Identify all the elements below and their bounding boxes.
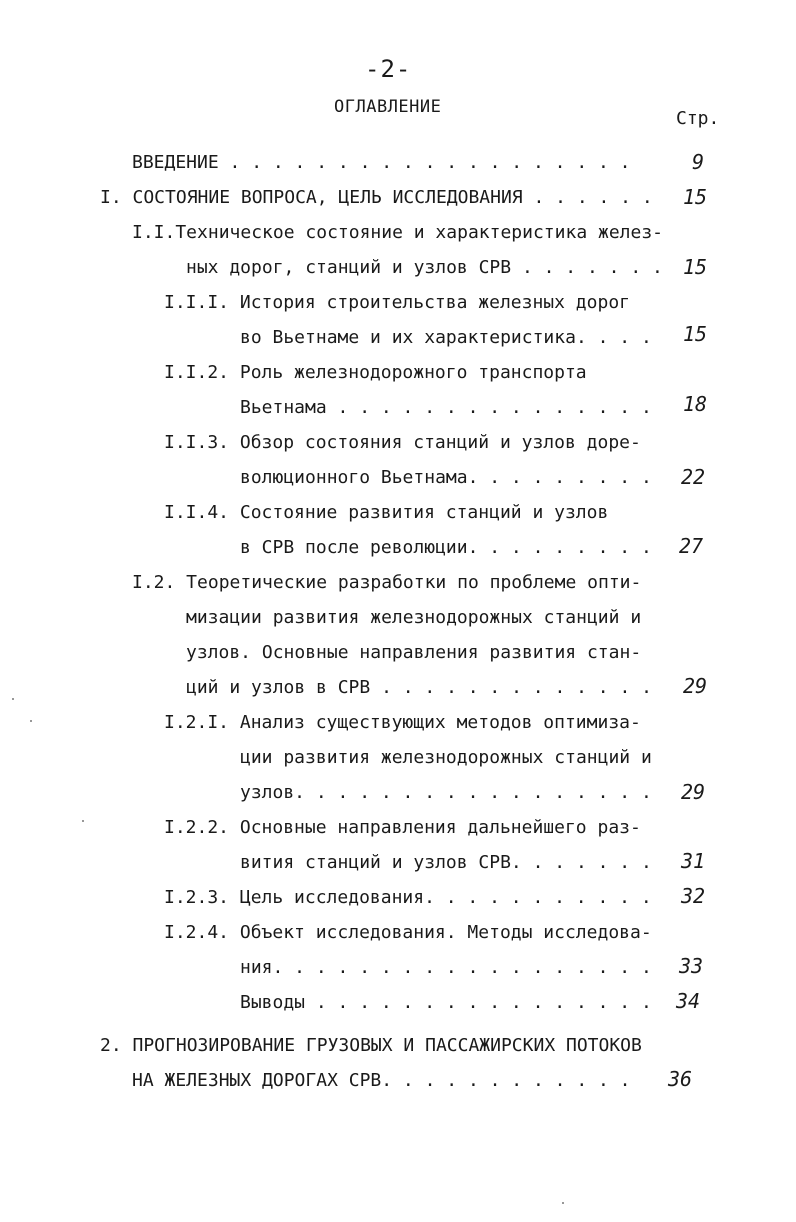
toc-entry-1-1-line2: ных дорог, станций и узлов СРВ . . . . . . . [186, 257, 663, 278]
toc-entry-chapter-1: I. СОСТОЯНИЕ ВОПРОСА, ЦЕЛЬ ИССЛЕДОВАНИЯ . . . . . . [100, 187, 653, 208]
toc-entry-1-1-2-line1: I.I.2. Роль железнодорожного транспорта [164, 362, 587, 383]
toc-page-1-2-4: 33 [679, 954, 704, 978]
toc-entry-1-2-3: I.2.3. Цель исследования. . . . . . . . . . . [164, 887, 652, 908]
scan-speck [12, 698, 14, 700]
toc-page-1-2-1: 29 [681, 780, 706, 804]
toc-page-chapter-2: 36 [668, 1067, 693, 1091]
toc-entry-1-2-1-line3: узлов. . . . . . . . . . . . . . . . . [240, 782, 652, 803]
scan-speck [82, 820, 84, 822]
toc-entry-1-2-line3: узлов. Основные направления развития стан- [186, 642, 642, 663]
toc-page-1-2: 29 [683, 674, 708, 698]
toc-entry-introduction: ВВЕДЕНИЕ . . . . . . . . . . . . . . . . . . . [132, 152, 631, 173]
toc-entry-chapter-2-line1: 2. ПРОГНОЗИРОВАНИЕ ГРУЗОВЫХ И ПАССАЖИРСКИХ ПОТОКОВ [100, 1035, 642, 1056]
toc-entry-1-1-4-line2: в СРВ после революции. . . . . . . . . [240, 537, 652, 558]
toc-page-1-1-4: 27 [679, 534, 704, 558]
page-number: -2- [365, 55, 412, 83]
toc-page-chapter-1: 15 [683, 185, 708, 209]
toc-page-1-1: 15 [683, 255, 708, 279]
toc-entry-1-1-3-line2: волюционного Вьетнама. . . . . . . . . [240, 467, 652, 488]
toc-entry-1-2-line2: мизации развития железнодорожных станций и [186, 607, 642, 628]
toc-entry-1-2-2-line2: вития станций и узлов СРВ. . . . . . . [240, 852, 652, 873]
toc-page-introduction: 9 [692, 150, 705, 174]
scan-speck [562, 1202, 564, 1204]
toc-entry-1-2-1-line1: I.2.I. Анализ существующих методов оптимиза- [164, 712, 641, 733]
toc-page-1-1-3: 22 [681, 465, 706, 489]
toc-entry-1-1-1-line2: во Вьетнаме и их характеристика. . . . [240, 327, 652, 348]
page-column-label: Стр. [676, 108, 720, 129]
toc-entry-1-1-2-line2: Вьетнама . . . . . . . . . . . . . . . [240, 397, 652, 418]
toc-entry-1-1-line1: I.I.Техническое состояние и характеристика желез- [132, 222, 664, 243]
toc-page-1-1-2: 18 [683, 392, 708, 416]
toc-entry-1-2-line4: ций и узлов в СРВ . . . . . . . . . . . . . [186, 677, 652, 698]
scan-speck [30, 720, 32, 722]
toc-entry-1-1-1-line1: I.I.I. История строительства железных дорог [164, 292, 630, 313]
toc-entry-1-2-1-line2: ции развития железнодорожных станций и [240, 747, 652, 768]
toc-entry-chapter-2-line2: НА ЖЕЛЕЗНЫХ ДОРОГАХ СРВ. . . . . . . . . . . . [132, 1070, 631, 1091]
toc-entry-1-2-2-line1: I.2.2. Основные направления дальнейшего раз- [164, 817, 641, 838]
toc-entry-1-2-line1: I.2. Теоретические разработки по проблеме опти- [132, 572, 642, 593]
toc-entry-1-2-4-line2: ния. . . . . . . . . . . . . . . . . . [240, 957, 652, 978]
toc-page-1-1-1: 15 [683, 322, 708, 346]
toc-entry-1-2-4-line1: I.2.4. Объект исследования. Методы исследова- [164, 922, 652, 943]
toc-entry-1-1-4-line1: I.I.4. Состояние развития станций и узлов [164, 502, 609, 523]
toc-entry-1-1-3-line1: I.I.3. Обзор состояния станций и узлов доре- [164, 432, 641, 453]
toc-page-1-2-2: 31 [681, 849, 706, 873]
toc-page-conclusions: 34 [676, 989, 701, 1013]
page-title: ОГЛАВЛЕНИЕ [334, 97, 442, 117]
toc-page-1-2-3: 32 [681, 884, 706, 908]
toc-entry-conclusions: Выводы . . . . . . . . . . . . . . . . [240, 992, 652, 1013]
